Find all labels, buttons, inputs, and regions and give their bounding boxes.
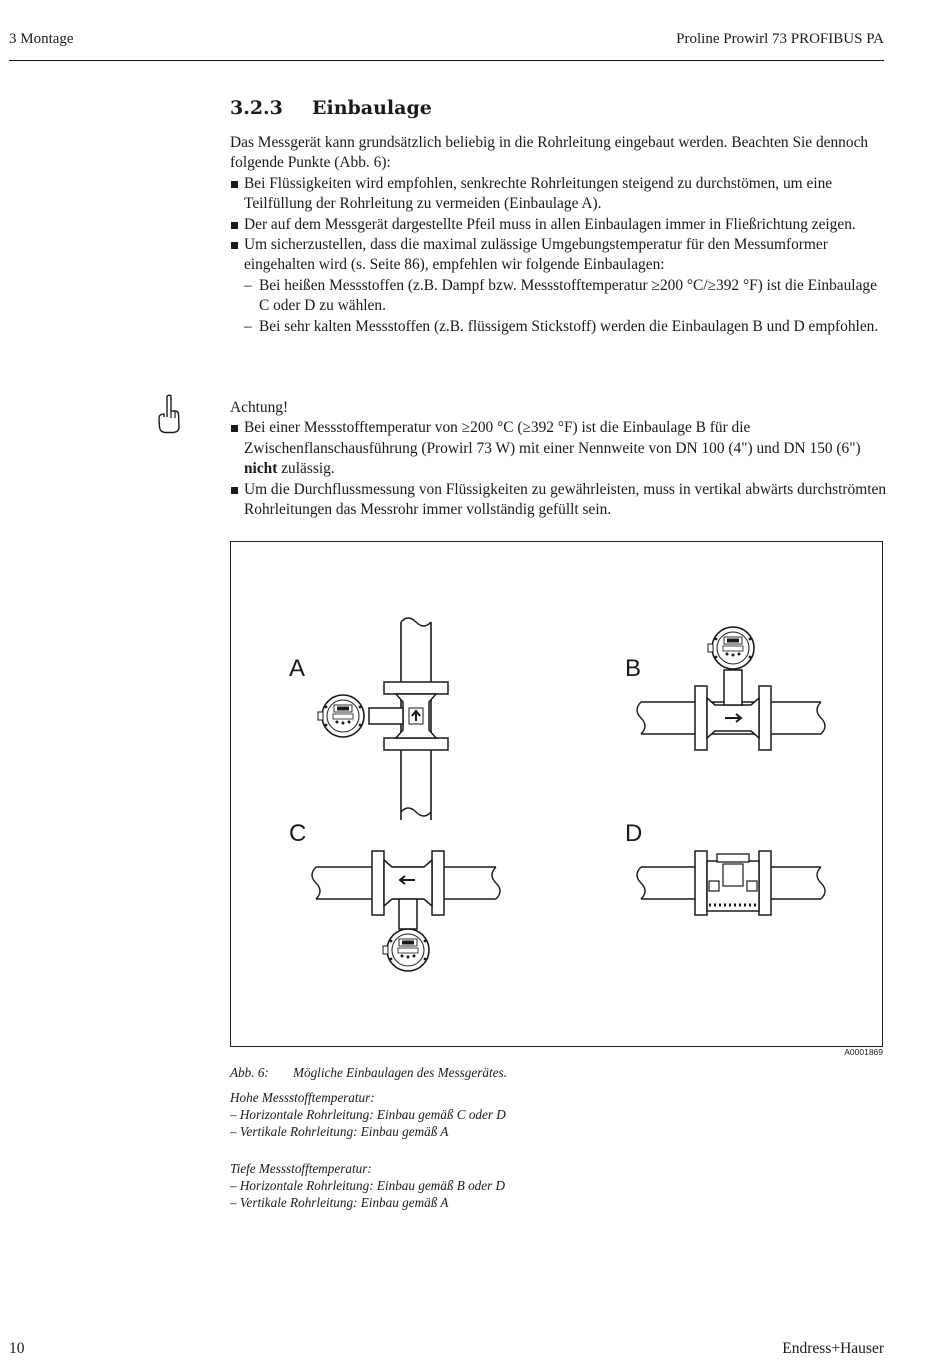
warning-item-text: Bei einer Messstofftemperatur von ≥200 °C (≥392 °F) ist die Einbaulage B für die Zwischenflanschausführung (Prowirl 73 W) mit einer Nennweite von DN 100 (4") und DN 150 (6") (244, 419, 861, 457)
bullet-item: Um sicherzustellen, dass die maximal zulässige Umgebungstemperatur für den Messumformer eingehalten wird (s. Seite 86), empfehlen wir folgende Einbaulagen: (230, 235, 890, 276)
installation-a (318, 618, 448, 820)
pointing-hand-icon (156, 394, 182, 434)
notes-high-item: – Vertikale Rohrleitung: Einbau gemäß A (230, 1124, 449, 1139)
running-header-product: Proline Prowirl 73 PROFIBUS PA (676, 31, 884, 47)
warning-heading: Achtung! (230, 399, 289, 416)
section-title: Einbaulage (312, 97, 432, 119)
notes-low-item: – Horizontale Rohrleitung: Einbau gemäß B oder D (230, 1178, 506, 1193)
installation-b (637, 627, 825, 750)
warning-emphasis: nicht (244, 460, 278, 478)
figure-label-b: B (625, 655, 642, 682)
figure-caption (230, 1064, 507, 1081)
dash-item-text: Bei sehr kalten Messstoffen (z.B. flüssigem Stickstoff) werden die Einbaulagen B und D empfohlen. (259, 317, 879, 335)
intro-block (230, 133, 890, 337)
header-rule (9, 60, 884, 61)
bullet-item: Der auf dem Messgerät dargestellte Pfeil muss in allen Einbaulagen immer in Fließrichtung zeigen. (230, 215, 890, 235)
installation-diagram (231, 542, 882, 1046)
installation-figure (230, 541, 883, 1047)
caption-text: Mögliche Einbaulagen des Messgerätes. (293, 1065, 507, 1080)
page-number: 10 (9, 1340, 25, 1357)
warning-item-text: zulässig. (277, 460, 335, 478)
running-header-chapter: 3 Montage (9, 31, 74, 47)
figure-id: A0001869 (844, 1047, 883, 1057)
intro-paragraph: Das Messgerät kann grundsätzlich beliebig in die Rohrleitung eingebaut werden. Beachten Sie dennoch folgende Punkte (Abb. 6): (230, 134, 869, 172)
warning-item: Um die Durchflussmessung von Flüssigkeiten zu gewährleisten, muss in vertikal abwärts durchströmten Rohrleitungen das Messrohr immer vollständig gefüllt sein. (230, 480, 890, 521)
dash-item-text: Bei heißen Messstoffen (z.B. Dampf bzw. Messstofftemperatur ≥200 °C/≥392 °F) ist die Einbaulage C oder D zu wählen. (259, 276, 877, 315)
figure-label-a: A (289, 655, 306, 682)
notes-low-item: – Vertikale Rohrleitung: Einbau gemäß A (230, 1195, 449, 1210)
caption-number: Abb. 6: (230, 1065, 269, 1080)
warning-block (230, 398, 890, 520)
installation-d (637, 851, 825, 915)
bullet-item: Bei Flüssigkeiten wird empfohlen, senkrechte Rohrleitungen steigend zu durchstömen, um eine Teilfüllung der Rohrleitung zu vermeiden (Einbaulage A). (230, 174, 890, 215)
notes-low (230, 1160, 505, 1211)
notes-high (230, 1089, 506, 1140)
notes-low-title: Tiefe Messstofftemperatur: (230, 1161, 372, 1176)
figure-label-c: C (289, 820, 307, 847)
brand-footer: Endress+Hauser (782, 1340, 884, 1357)
dash-item: – Bei heißen Messstoffen (z.B. Dampf bzw. Messstofftemperatur ≥200 °C/≥392 °F) ist die Einbaulage C oder D zu wählen. (244, 276, 877, 315)
section-heading (230, 97, 432, 119)
notes-high-item: – Horizontale Rohrleitung: Einbau gemäß C oder D (230, 1107, 506, 1122)
installation-c (312, 851, 500, 971)
dash-item: – Bei sehr kalten Messstoffen (z.B. flüssigem Stickstoff) werden die Einbaulagen B und D empfohlen. (244, 317, 879, 335)
warning-item (230, 418, 890, 479)
section-number: 3.2.3 (230, 97, 283, 119)
notes-high-title: Hohe Messstofftemperatur: (230, 1090, 375, 1105)
figure-label-d: D (625, 820, 643, 847)
